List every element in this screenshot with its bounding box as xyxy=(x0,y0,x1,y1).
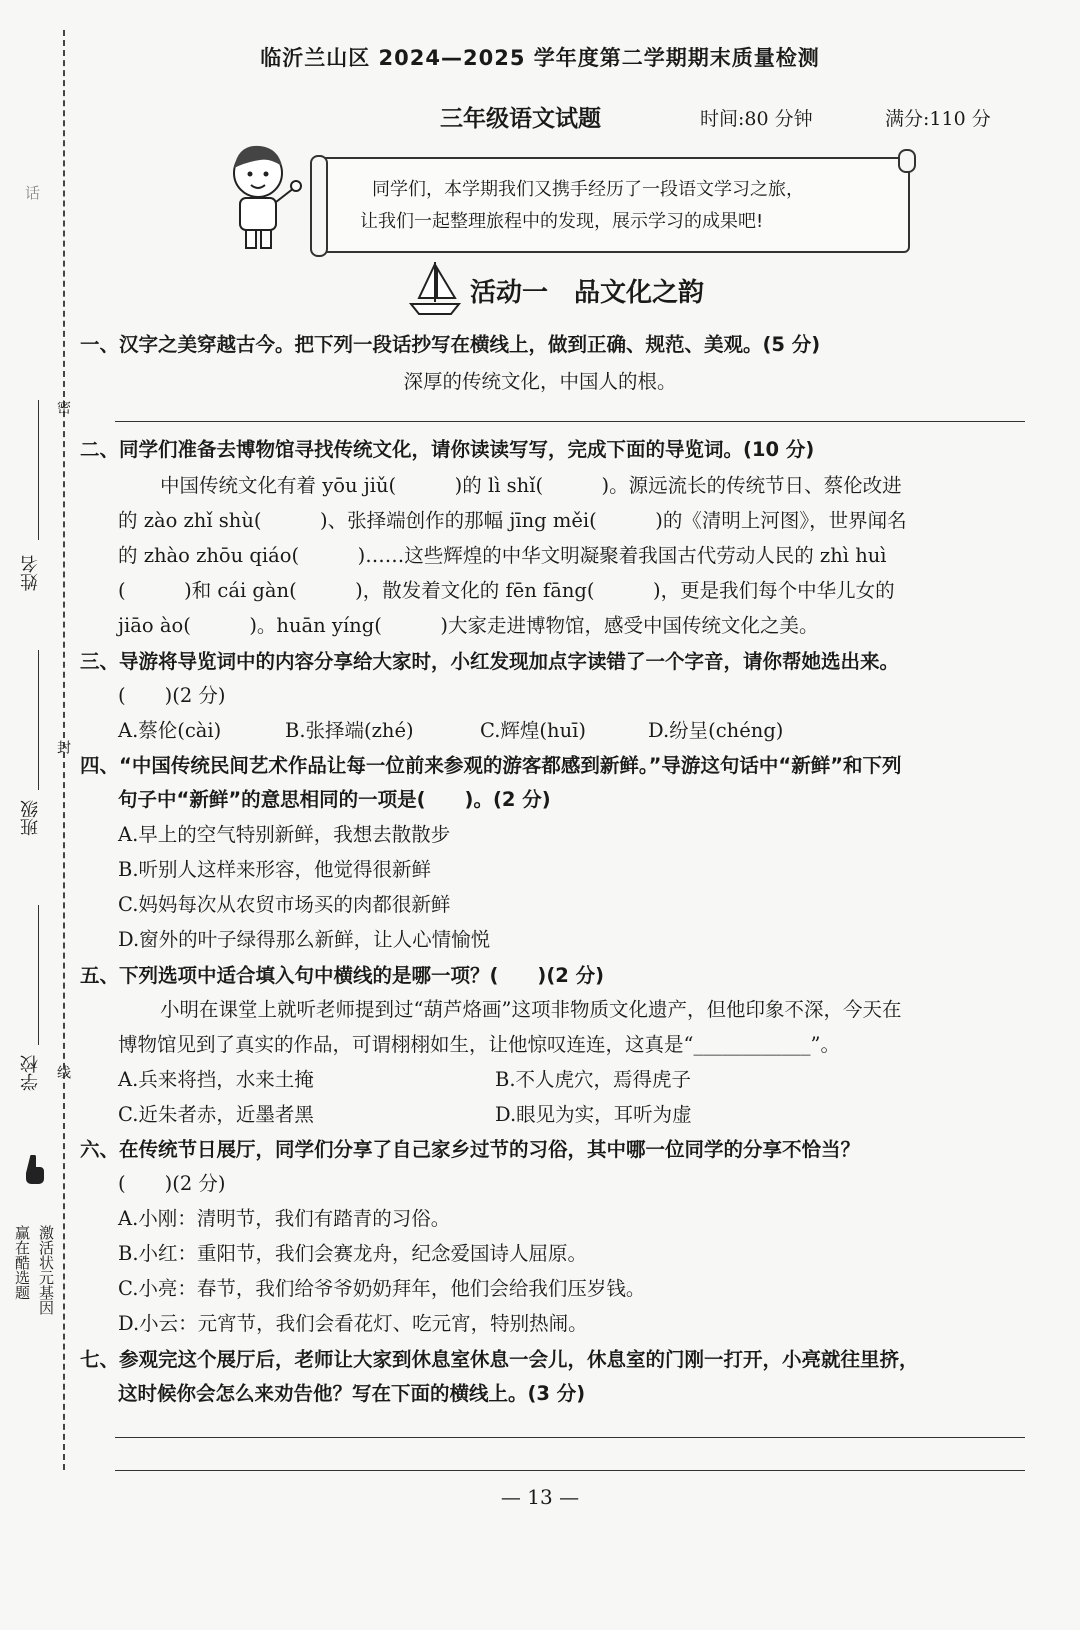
page-number: — 13 — xyxy=(500,1485,580,1509)
greeting-line-1: 同学们，本学期我们又携手经历了一段语文学习之旅， xyxy=(372,179,804,200)
seal-mark-1: 密 xyxy=(55,400,71,414)
question-3-answer: ( )(2 分) xyxy=(118,684,226,707)
question-5-line-1: 小明在课堂上就听老师提到过“葫芦烙画”这项非物质文化遗产，但他印象不深，今天在 xyxy=(160,998,902,1021)
question-4-option-c: C.妈妈每次从农贸市场买的肉都很新鲜 xyxy=(118,893,451,916)
name-line xyxy=(38,400,39,540)
side-promo-1: 激活状元基因 xyxy=(37,1225,55,1315)
side-promo-2: 赢在酷选题 xyxy=(13,1225,31,1300)
activity-heading: 活动一 品文化之韵 xyxy=(470,278,705,308)
question-3-option-b: B.张择端(zhé) xyxy=(285,719,414,742)
question-6-option-a: A.小刚：清明节，我们有踏青的习俗。 xyxy=(118,1207,451,1230)
exam-score: 满分:110 分 xyxy=(885,108,991,130)
question-4-title-2: 句子中“新鲜”的意思相同的一项是( )。(2 分) xyxy=(118,788,551,811)
question-6-title: 六、在传统节日展厅，同学们分享了自己家乡过节的习俗，其中哪一位同学的分享不恰当？ xyxy=(80,1138,861,1161)
question-7-title: 七、参观完这个展厅后，老师让大家到休息室休息一会儿，休息室的门刚一打开，小亮就往里挤， xyxy=(80,1348,919,1371)
exam-title: 临沂兰山区 2024—2025 学年度第二学期期末质量检测 xyxy=(260,46,820,70)
pointer-hand-icon xyxy=(22,1155,46,1185)
question-7-title-2: 这时候你会怎么来劝告他？写在下面的横线上。(3 分) xyxy=(118,1382,586,1405)
question-2-line-2: 的 zào zhǐ shù( )、张择端创作的那幅 jīng měi( )的《清明上河图》，世界闻名 xyxy=(118,509,907,532)
question-5-option-c: C.近朱者赤，近墨者黑 xyxy=(118,1103,314,1126)
question-2-line-1: 中国传统文化有着 yōu jiǔ( )的 lì shǐ( )。源远流长的传统节日、蔡伦改进 xyxy=(160,474,902,497)
question-2-line-3: 的 zhào zhōu qiáo( )……这些辉煌的中华文明凝聚着我国古代劳动人民的 zhì huì xyxy=(118,544,887,567)
question-6-option-c: C.小亮：春节，我们给爷爷奶奶拜年，他们会给我们压岁钱。 xyxy=(118,1277,646,1300)
question-2-line-4: ( )和 cái gàn( )，散发着文化的 fēn fāng( )，更是我们每个中华儿女的 xyxy=(118,579,895,602)
class-label: 班级 xyxy=(20,800,41,836)
question-1-text: 深厚的传统文化，中国人的根。 xyxy=(403,370,677,393)
school-line xyxy=(38,905,39,1045)
school-label: 学校 xyxy=(20,1055,41,1091)
question-3-option-d: D.纷呈(chéng) xyxy=(648,719,784,742)
question-2-line-5: jiāo ào( )。huān yíng( )大家走进博物馆，感受中国传统文化之美。 xyxy=(118,614,819,637)
seal-mark-3: 线 xyxy=(55,1065,71,1079)
question-1-title: 一、汉字之美穿越古今。把下列一段话抄写在横线上，做到正确、规范、美观。(5 分) xyxy=(80,333,821,356)
sailboat-icon xyxy=(405,258,463,318)
question-5-title: 五、下列选项中适合填入句中横线的是哪一项？( )(2 分) xyxy=(80,964,605,987)
greeting-line-2: 让我们一起整理旅程中的发现，展示学习的成果吧! xyxy=(360,211,764,232)
question-6-option-d: D.小云：元宵节，我们会看花灯、吃元宵，特别热闹。 xyxy=(118,1312,588,1335)
question-3-title: 三、导游将导览词中的内容分享给大家时，小红发现加点字读错了一个字音，请你帮她选出来。 xyxy=(80,650,900,673)
greeting-scroll xyxy=(318,157,910,253)
side-top-text: 话 xyxy=(23,185,41,200)
question-4-title: 四、“中国传统民间艺术作品让每一位前来参观的游客都感到新鲜。”导游这句话中“新鲜”和下列 xyxy=(80,754,902,777)
exam-subtitle: 三年级语文试题 xyxy=(440,106,601,132)
question-3-option-a: A.蔡伦(cài) xyxy=(118,719,222,742)
question-3-option-c: C.辉煌(huī) xyxy=(480,719,586,742)
question-2-title: 二、同学们准备去博物馆寻找传统文化，请你读读写写，完成下面的导览词。(10 分) xyxy=(80,438,815,461)
question-5-option-b: B.不人虎穴，焉得虎子 xyxy=(495,1068,692,1091)
exam-time: 时间:80 分钟 xyxy=(700,108,813,130)
question-6-option-b: B.小红：重阳节，我们会赛龙舟，纪念爱国诗人屈原。 xyxy=(118,1242,588,1265)
question-4-option-a: A.早上的空气特别新鲜，我想去散散步 xyxy=(118,823,451,846)
seal-mark-2: 封 xyxy=(55,740,71,754)
cartoon-boy-illustration xyxy=(218,138,308,253)
question-4-option-b: B.听别人这样来形容，他觉得很新鲜 xyxy=(118,858,432,881)
question-5-option-a: A.兵来将挡，水来土掩 xyxy=(118,1068,314,1091)
name-label: 姓名 xyxy=(20,555,41,591)
class-line xyxy=(38,650,39,790)
question-5-line-2: 博物馆见到了真实的作品，可谓栩栩如生，让他惊叹连连，这真是“____________”。 xyxy=(118,1033,840,1056)
question-7-answer-line-1[interactable] xyxy=(115,1437,1025,1438)
question-6-answer: ( )(2 分) xyxy=(118,1172,226,1195)
question-7-answer-line-2[interactable] xyxy=(115,1470,1025,1471)
question-1-answer-line[interactable] xyxy=(115,421,1025,422)
question-4-option-d: D.窗外的叶子绿得那么新鲜，让人心情愉悦 xyxy=(118,928,491,951)
question-5-option-d: D.眼见为实，耳听为虚 xyxy=(495,1103,692,1126)
